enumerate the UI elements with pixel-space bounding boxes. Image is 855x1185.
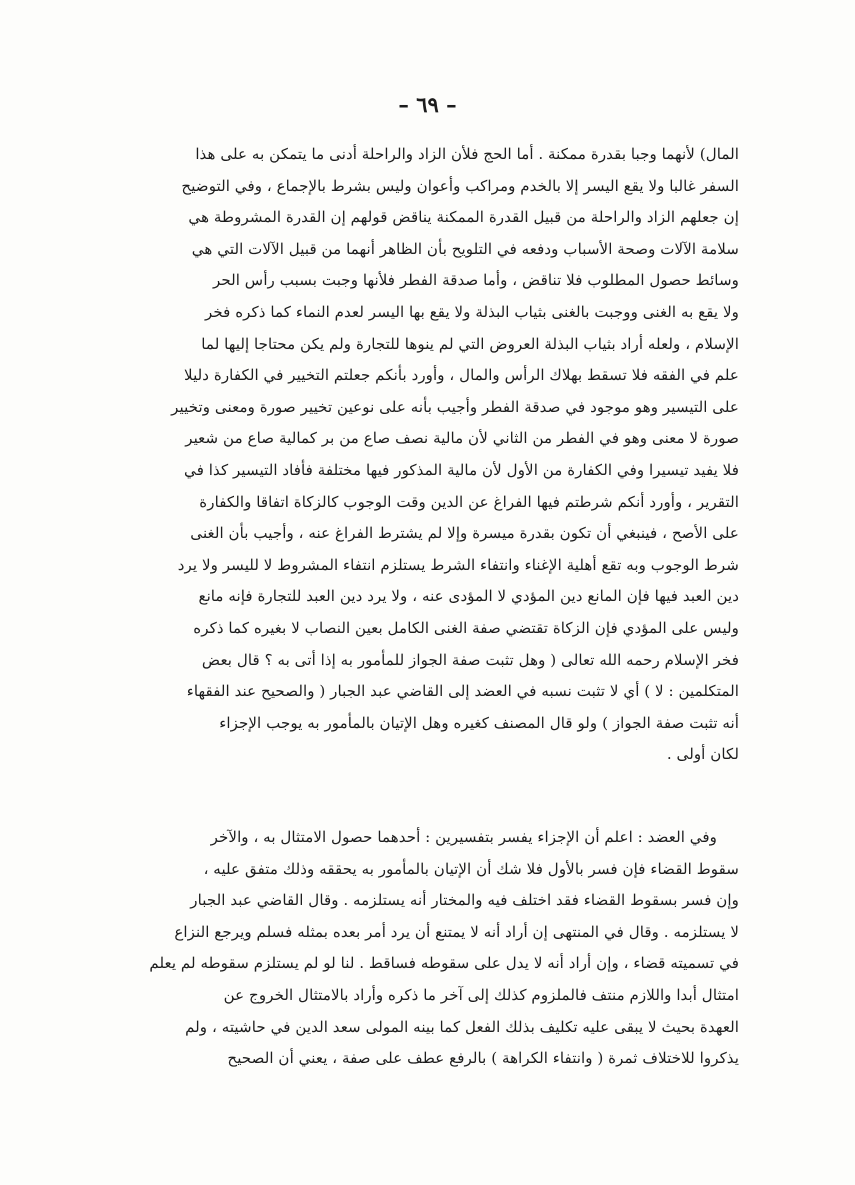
text-line: امتثال أبدا واللازم منتف فالملزوم كذلك إلى آخر ما ذكره وأراد بالامتثال الخروج عن: [223, 985, 739, 1004]
text-line: المال) لأنهما وجبا بقدرة ممكنة . أما الحج فلأن الزاد والراحلة أدنى ما يتمكن به على هذا: [195, 145, 739, 163]
paragraph-2: [114, 822, 739, 1075]
text-line: علم في الفقه فلا تسقط بهلاك الرأس والمال ، وأورد بأنكم جعلتم التخيير في الكفارة دليلا: [184, 366, 739, 385]
text-line: المتكلمين : لا ) أي لا تثبت نسبه في العضد إلى القاضي عبد الجبار ( والصحيح عند الفقهاء: [186, 682, 739, 701]
paragraph-1: [114, 139, 739, 771]
text-line: وسائط حصول المطلوب فلا تناقض ، وأما صدقة الفطر فلأنها وجبت بسبب رأس الحر: [212, 271, 739, 290]
text-line: صورة لا معنى وهو في الفطر من الثاني لأن مالية نصف صاع من بر كمالية صاع من شعير: [185, 429, 739, 448]
text-line: إن جعلهم الزاد والراحلة من قبيل القدرة الممكنة يناقض قولهم إن القدرة المشروطة هي: [188, 208, 739, 227]
text-line: فلا يفيد تيسيرا وفي الكفارة من الأول لأن مالية المذكور فيها مختلفة فأفاد التيسير كذا في: [184, 460, 739, 479]
text-line: السفر غالبا ولا يقع اليسر إلا بالخدم ومراكب وأعوان وليس بشرط بالإجماع ، وفي التوضيح: [181, 176, 739, 195]
text-line: العهدة بحيث لا يبقى عليه تكليف بذلك الفعل كما بينه المولى سعد الدين في حاشيته ، ولم: [185, 1017, 739, 1036]
page-number: – ٦٩ –: [398, 92, 457, 117]
text-line: التقرير ، وأورد أنكم شرطتم فيها الفراغ عن الدين وقت الوجوب كالزكاة اتفاقا والكفارة: [199, 492, 739, 511]
text-line: وإن فسر بسقوط القضاء فقد اختلف فيه والمختار أنه يستلزمه . وقال القاضي عبد الجبار: [190, 891, 739, 910]
text-line: وليس على المؤدي فإن الزكاة تقتضي صفة الغنى الكامل بعين النصاب لا بغيره كما ذكره: [193, 618, 739, 637]
text-line: الإسلام ، ولعله أراد بثياب البذلة العروض التي لم ينوها للتجارة ولم يكن محتاجا إليها لما: [201, 334, 739, 353]
text-line: شرط الوجوب وبه تقع أهلية الإغناء وانتفاء الشرط يستلزم انتفاء المشروط لا لليسر ولا يرد: [177, 555, 739, 574]
text-line: أنه تثبت صفة الجواز ) ولو قال المصنف كغيره وهل الإتيان بالمأمور به يوجب الإجزاء: [219, 713, 739, 732]
text-line: يذكروا للاختلاف ثمرة ( وانتفاء الكراهة ) بالرفع عطف على صفة ، يعني أن الصحيح: [227, 1049, 739, 1068]
text-line: لكان أولى .: [666, 745, 739, 764]
text-line: في تسميته قضاء ، وإن أراد أنه لا يدل على سقوطه فساقط . لنا لو لم يستلزم سقوطه لم يعلم: [149, 954, 739, 973]
text-line: دين العبد فيها فإن المانع دين المؤدي لا المؤدى عنه ، ولا يرد دين العبد للتجارة فإنه مانع: [198, 587, 739, 606]
text-line: لا يستلزمه . وقال في المنتهى إن أراد أنه لا يمتنع أن يرد أمر بعده بمثله فسلم ويرجع النزاع: [174, 922, 739, 941]
text-line: على الأصح ، فينبغي أن تكون بقدرة ميسرة وإلا لم يشترط الفراغ عنه ، وأجيب بأن الغنى: [190, 524, 739, 543]
text-line: سقوط القضاء فإن فسر بالأول فلا شك أن الإتيان بالمأمور به يحققه وذلك متفق عليه ،: [203, 859, 739, 878]
text-line: على التيسير وهو موجود في صدقة الفطر وأجيب بأنه على نوعين تخيير صورة ومعنى وتخيير: [171, 397, 739, 416]
text-line: فخر الإسلام رحمه الله تعالى ( وهل تثبت صفة الجواز للمأمور به إذا أتى به ؟ قال بعض: [201, 650, 739, 669]
text-line: وفي العضد : اعلم أن الإجزاء يفسر بتفسيرين : أحدهما حصول الامتثال به ، والآخر: [210, 828, 717, 846]
text-line: ولا يقع به الغنى ووجبت بالغنى بثياب البذلة ولا يقع بها اليسر لعدم النماء كما ذكره فخر: [204, 302, 739, 321]
text-line: سلامة الآلات وصحة الأسباب ودفعه في التلويح بأن الظاهر أنهما من قبيل الآلات التي هي: [191, 239, 739, 258]
